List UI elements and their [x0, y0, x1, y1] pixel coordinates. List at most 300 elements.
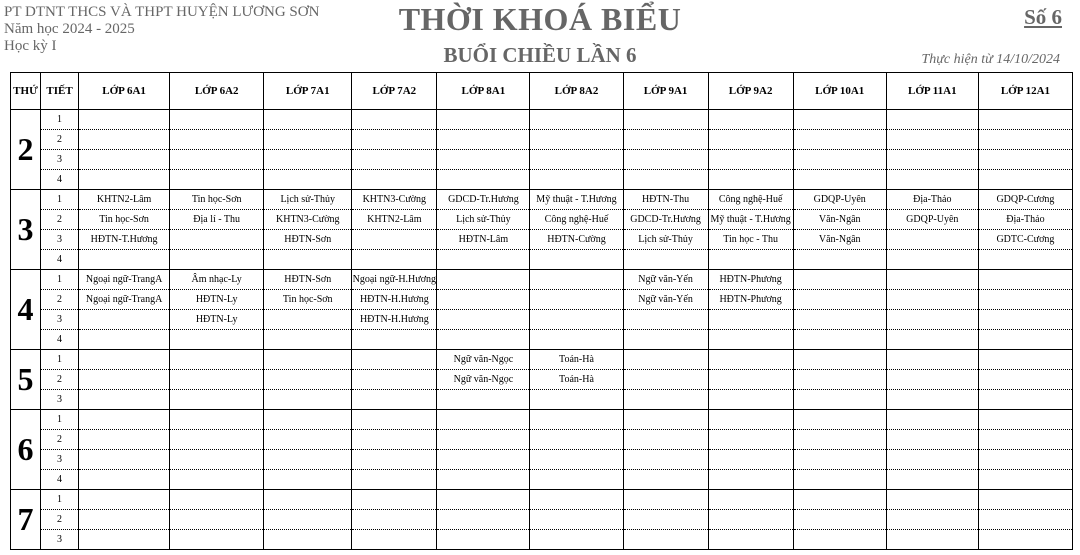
subject-cell	[530, 270, 623, 290]
subject-cell: HĐTN-T.Hương	[79, 230, 170, 250]
subject-cell	[793, 310, 886, 330]
subject-cell	[170, 430, 264, 450]
subject-cell	[352, 530, 437, 550]
subject-cell: GDQP-Cương	[978, 190, 1072, 210]
subject-cell	[886, 510, 978, 530]
subject-cell	[886, 110, 978, 130]
subject-cell	[623, 170, 708, 190]
subject-cell	[530, 170, 623, 190]
timetable-row	[11, 170, 1073, 190]
subject-cell	[886, 430, 978, 450]
document-number: Số 6	[1024, 5, 1062, 29]
subject-cell	[437, 290, 530, 310]
subject-cell	[793, 270, 886, 290]
subject-cell	[708, 110, 793, 130]
subject-cell	[437, 450, 530, 470]
subject-cell: Toán-Hà	[530, 350, 623, 370]
subject-cell	[530, 430, 623, 450]
subject-cell	[264, 350, 352, 370]
class-column-header: LỚP 11A1	[886, 73, 978, 110]
subject-cell	[264, 450, 352, 470]
day-cell: 6	[11, 410, 41, 490]
subject-cell	[437, 130, 530, 150]
subject-cell	[978, 110, 1072, 130]
subject-cell	[530, 470, 623, 490]
subject-cell	[978, 330, 1072, 350]
semester: Học kỳ I	[4, 38, 57, 54]
period-cell: 3	[41, 390, 79, 410]
subject-cell: HĐTN-Ly	[170, 310, 264, 330]
subject-cell	[978, 270, 1072, 290]
school-year: Năm học 2024 - 2025	[4, 21, 135, 37]
subject-cell	[978, 250, 1072, 270]
subject-cell	[437, 410, 530, 430]
subject-cell	[978, 450, 1072, 470]
day-column-header: THỨ	[11, 73, 41, 110]
subject-cell	[708, 350, 793, 370]
subject-cell	[530, 510, 623, 530]
day-cell: 7	[11, 490, 41, 550]
period-cell: 2	[41, 510, 79, 530]
subject-cell	[264, 470, 352, 490]
timetable-row	[11, 390, 1073, 410]
timetable-row	[11, 190, 1073, 210]
period-cell: 3	[41, 310, 79, 330]
timetable-row	[11, 350, 1073, 370]
subject-cell	[437, 270, 530, 290]
subject-cell	[708, 330, 793, 350]
subject-cell	[264, 370, 352, 390]
subject-cell	[886, 250, 978, 270]
subject-cell	[623, 130, 708, 150]
subject-cell	[886, 150, 978, 170]
subject-cell: Mỹ thuật - T.Hương	[530, 190, 623, 210]
timetable-row	[11, 250, 1073, 270]
subject-cell: HĐTN-Lâm	[437, 230, 530, 250]
subject-cell: HĐTN-H.Hương	[352, 310, 437, 330]
subject-cell	[352, 370, 437, 390]
subject-cell	[886, 350, 978, 370]
subject-cell	[437, 170, 530, 190]
subject-cell	[79, 110, 170, 130]
subject-cell	[530, 390, 623, 410]
subject-cell	[264, 170, 352, 190]
subject-cell	[79, 390, 170, 410]
subject-cell	[264, 490, 352, 510]
timetable-row	[11, 270, 1073, 290]
subject-cell	[437, 310, 530, 330]
period-cell: 1	[41, 270, 79, 290]
subject-cell	[886, 330, 978, 350]
subject-cell	[708, 390, 793, 410]
subject-cell	[264, 310, 352, 330]
timetable-row	[11, 470, 1073, 490]
timetable	[10, 72, 1073, 550]
subject-cell	[79, 150, 170, 170]
subject-cell	[793, 130, 886, 150]
subject-cell	[437, 250, 530, 270]
subject-cell	[264, 110, 352, 130]
period-cell: 2	[41, 210, 79, 230]
subject-cell	[623, 530, 708, 550]
subject-cell	[530, 410, 623, 430]
period-cell: 2	[41, 290, 79, 310]
subject-cell	[437, 330, 530, 350]
subject-cell: GDCD-Tr.Hương	[623, 210, 708, 230]
subject-cell: Âm nhạc-Ly	[170, 270, 264, 290]
subject-cell: HĐTN-Sơn	[264, 270, 352, 290]
subject-cell	[170, 410, 264, 430]
subject-cell	[530, 150, 623, 170]
timetable-row	[11, 210, 1073, 230]
timetable-row	[11, 490, 1073, 510]
subject-cell	[530, 530, 623, 550]
subject-cell	[793, 370, 886, 390]
subject-cell	[170, 150, 264, 170]
class-column-header: LỚP 9A2	[708, 73, 793, 110]
subject-cell	[170, 230, 264, 250]
subject-cell: Toán-Hà	[530, 370, 623, 390]
subject-cell: Lịch sử-Thủy	[264, 190, 352, 210]
timetable-row	[11, 430, 1073, 450]
subject-cell	[170, 110, 264, 130]
subject-cell	[978, 410, 1072, 430]
subject-cell	[623, 490, 708, 510]
subject-cell: HĐTN-Ly	[170, 290, 264, 310]
subject-cell: HĐTN-Phương	[708, 270, 793, 290]
subject-cell: Ngoại ngữ-H.Hương	[352, 270, 437, 290]
period-cell: 1	[41, 410, 79, 430]
subject-cell: Tin học - Thu	[708, 230, 793, 250]
subject-cell	[793, 250, 886, 270]
period-cell: 4	[41, 170, 79, 190]
subject-cell	[623, 250, 708, 270]
subject-cell: GDQP-Uyên	[886, 210, 978, 230]
subject-cell	[264, 530, 352, 550]
subject-cell	[708, 170, 793, 190]
class-column-header: LỚP 7A2	[352, 73, 437, 110]
subject-cell	[170, 330, 264, 350]
period-cell: 2	[41, 430, 79, 450]
subject-cell	[352, 490, 437, 510]
subject-cell	[708, 130, 793, 150]
subject-cell: Ngoại ngữ-TrangA	[79, 270, 170, 290]
subject-cell	[623, 390, 708, 410]
subject-cell	[264, 150, 352, 170]
subject-cell	[352, 470, 437, 490]
subject-cell	[264, 250, 352, 270]
subject-cell	[793, 330, 886, 350]
timetable-row	[11, 330, 1073, 350]
subject-cell	[978, 430, 1072, 450]
subject-cell: Địa-Thảo	[886, 190, 978, 210]
subject-cell	[79, 250, 170, 270]
effective-date: Thực hiện từ 14/10/2024	[921, 52, 1060, 67]
period-cell: 1	[41, 350, 79, 370]
subject-cell	[978, 370, 1072, 390]
page-title: THỜI KHOÁ BIỂU	[398, 1, 682, 37]
subject-cell	[170, 470, 264, 490]
subject-cell	[530, 110, 623, 130]
period-cell: 3	[41, 530, 79, 550]
subject-cell	[170, 350, 264, 370]
subject-cell: HĐTN-Thu	[623, 190, 708, 210]
subject-cell	[79, 430, 170, 450]
subject-cell: KHTN3-Cường	[352, 190, 437, 210]
subject-cell	[793, 430, 886, 450]
subject-cell	[437, 490, 530, 510]
subject-cell	[352, 330, 437, 350]
timetable-row	[11, 530, 1073, 550]
class-column-header: LỚP 6A2	[170, 73, 264, 110]
subject-cell: KHTN2-Lâm	[352, 210, 437, 230]
period-cell: 2	[41, 370, 79, 390]
period-cell: 3	[41, 150, 79, 170]
period-column-header: TIẾT	[41, 73, 79, 110]
subject-cell	[793, 290, 886, 310]
subject-cell	[530, 250, 623, 270]
subject-cell	[978, 130, 1072, 150]
subject-cell: Ngoại ngữ-TrangA	[79, 290, 170, 310]
subject-cell	[623, 350, 708, 370]
subject-cell	[264, 130, 352, 150]
subject-cell: HĐTN-Sơn	[264, 230, 352, 250]
subject-cell: GDQP-Uyên	[793, 190, 886, 210]
timetable-row	[11, 290, 1073, 310]
subject-cell	[264, 430, 352, 450]
subject-cell	[530, 330, 623, 350]
subject-cell	[793, 490, 886, 510]
subject-cell: Lịch sử-Thủy	[437, 210, 530, 230]
subject-cell	[708, 470, 793, 490]
timetable-row	[11, 450, 1073, 470]
subject-cell	[79, 410, 170, 430]
subject-cell	[437, 430, 530, 450]
subject-cell	[886, 170, 978, 190]
subject-cell	[352, 510, 437, 530]
subject-cell	[530, 130, 623, 150]
subject-cell	[623, 110, 708, 130]
timetable-body	[11, 110, 1073, 550]
subject-cell	[352, 430, 437, 450]
class-column-header: LỚP 7A1	[264, 73, 352, 110]
subject-cell	[170, 450, 264, 470]
period-cell: 1	[41, 490, 79, 510]
class-column-header: LỚP 8A2	[530, 73, 623, 110]
period-cell: 3	[41, 230, 79, 250]
subject-cell	[793, 170, 886, 190]
subject-cell: HĐTN-H.Hương	[352, 290, 437, 310]
subject-cell	[886, 450, 978, 470]
subject-cell: Văn-Ngân	[793, 210, 886, 230]
subject-cell	[352, 150, 437, 170]
subject-cell: Ngữ văn-Yến	[623, 270, 708, 290]
subject-cell	[352, 250, 437, 270]
subject-cell	[708, 430, 793, 450]
timetable-row	[11, 110, 1073, 130]
subject-cell	[79, 170, 170, 190]
subject-cell	[708, 150, 793, 170]
subject-cell	[978, 510, 1072, 530]
timetable-row	[11, 130, 1073, 150]
subject-cell	[793, 530, 886, 550]
day-cell: 5	[11, 350, 41, 410]
subject-cell	[793, 390, 886, 410]
subject-cell	[978, 350, 1072, 370]
subject-cell	[886, 130, 978, 150]
subject-cell	[708, 410, 793, 430]
subject-cell	[352, 390, 437, 410]
subject-cell	[170, 490, 264, 510]
subject-cell	[886, 310, 978, 330]
subject-cell	[530, 450, 623, 470]
subject-cell: Văn-Ngân	[793, 230, 886, 250]
subject-cell	[886, 370, 978, 390]
period-cell: 4	[41, 470, 79, 490]
subject-cell	[886, 290, 978, 310]
subject-cell	[623, 150, 708, 170]
subject-cell: KHTN2-Lâm	[79, 190, 170, 210]
subject-cell	[978, 390, 1072, 410]
subject-cell	[978, 490, 1072, 510]
period-cell: 3	[41, 450, 79, 470]
subject-cell	[437, 110, 530, 130]
timetable-row	[11, 510, 1073, 530]
subject-cell	[170, 250, 264, 270]
subject-cell	[623, 470, 708, 490]
period-cell: 4	[41, 330, 79, 350]
subject-cell	[530, 290, 623, 310]
class-column-header: LỚP 6A1	[79, 73, 170, 110]
subject-cell	[170, 530, 264, 550]
subject-cell: HĐTN-Phương	[708, 290, 793, 310]
subject-cell	[708, 490, 793, 510]
subject-cell	[886, 230, 978, 250]
subject-cell	[886, 530, 978, 550]
timetable-row	[11, 230, 1073, 250]
subject-cell	[793, 410, 886, 430]
subject-cell	[623, 410, 708, 430]
subject-cell	[886, 270, 978, 290]
subject-cell	[708, 510, 793, 530]
subject-cell	[793, 450, 886, 470]
subject-cell	[79, 510, 170, 530]
subject-cell	[79, 490, 170, 510]
subject-cell	[793, 510, 886, 530]
subject-cell	[352, 450, 437, 470]
subject-cell: Công nghệ-Huế	[708, 190, 793, 210]
subject-cell: GDCD-Tr.Hương	[437, 190, 530, 210]
subject-cell	[886, 470, 978, 490]
subject-cell	[886, 390, 978, 410]
subject-cell	[79, 450, 170, 470]
subject-cell	[79, 530, 170, 550]
period-cell: 2	[41, 130, 79, 150]
subject-cell	[708, 310, 793, 330]
subject-cell	[352, 170, 437, 190]
subject-cell	[978, 290, 1072, 310]
subject-cell	[623, 370, 708, 390]
subject-cell	[978, 150, 1072, 170]
subject-cell	[793, 150, 886, 170]
subject-cell	[79, 130, 170, 150]
subject-cell: Địa lí - Thu	[170, 210, 264, 230]
period-cell: 4	[41, 250, 79, 270]
subject-cell	[623, 430, 708, 450]
subject-cell	[623, 450, 708, 470]
subject-cell	[264, 410, 352, 430]
subject-cell	[708, 370, 793, 390]
timetable-header-row	[11, 73, 1073, 110]
subject-cell	[437, 150, 530, 170]
subject-cell	[793, 110, 886, 130]
subject-cell	[708, 250, 793, 270]
subject-cell: Ngữ văn-Ngọc	[437, 370, 530, 390]
subject-cell	[437, 470, 530, 490]
timetable-row	[11, 370, 1073, 390]
subject-cell	[170, 130, 264, 150]
class-column-header: LỚP 10A1	[793, 73, 886, 110]
timetable-row	[11, 150, 1073, 170]
class-column-header: LỚP 12A1	[978, 73, 1072, 110]
subject-cell: HĐTN-Cường	[530, 230, 623, 250]
subject-cell: Tin học-Sơn	[170, 190, 264, 210]
subject-cell	[623, 330, 708, 350]
subject-cell	[79, 310, 170, 330]
subject-cell	[793, 350, 886, 370]
subject-cell	[352, 230, 437, 250]
period-cell: 1	[41, 110, 79, 130]
subject-cell	[708, 450, 793, 470]
subject-cell	[170, 370, 264, 390]
subject-cell	[437, 530, 530, 550]
subject-cell: Mỹ thuật - T.Hương	[708, 210, 793, 230]
page-header	[0, 0, 1080, 72]
subject-cell	[79, 330, 170, 350]
subject-cell: Ngữ văn-Yến	[623, 290, 708, 310]
subject-cell	[170, 390, 264, 410]
subject-cell	[264, 390, 352, 410]
subject-cell	[793, 470, 886, 490]
day-cell: 3	[11, 190, 41, 270]
class-column-header: LỚP 9A1	[623, 73, 708, 110]
subject-cell	[978, 530, 1072, 550]
subject-cell	[530, 310, 623, 330]
subject-cell	[708, 530, 793, 550]
subject-cell	[623, 310, 708, 330]
subject-cell	[352, 350, 437, 370]
subject-cell: KHTN3-Cường	[264, 210, 352, 230]
subject-cell	[79, 350, 170, 370]
day-cell: 4	[11, 270, 41, 350]
subject-cell	[978, 170, 1072, 190]
period-cell: 1	[41, 190, 79, 210]
subject-cell	[886, 490, 978, 510]
school-name: PT DTNT THCS VÀ THPT HUYỆN LƯƠNG SƠN	[4, 4, 320, 20]
subject-cell	[79, 370, 170, 390]
subject-cell: GDTC-Cương	[978, 230, 1072, 250]
subject-cell: Lịch sử-Thủy	[623, 230, 708, 250]
subject-cell	[170, 510, 264, 530]
subject-cell	[352, 410, 437, 430]
subject-cell	[623, 510, 708, 530]
subject-cell	[352, 130, 437, 150]
subject-cell	[79, 470, 170, 490]
subject-cell: Công nghệ-Huế	[530, 210, 623, 230]
subject-cell	[437, 510, 530, 530]
subject-cell	[437, 390, 530, 410]
subject-cell	[530, 490, 623, 510]
